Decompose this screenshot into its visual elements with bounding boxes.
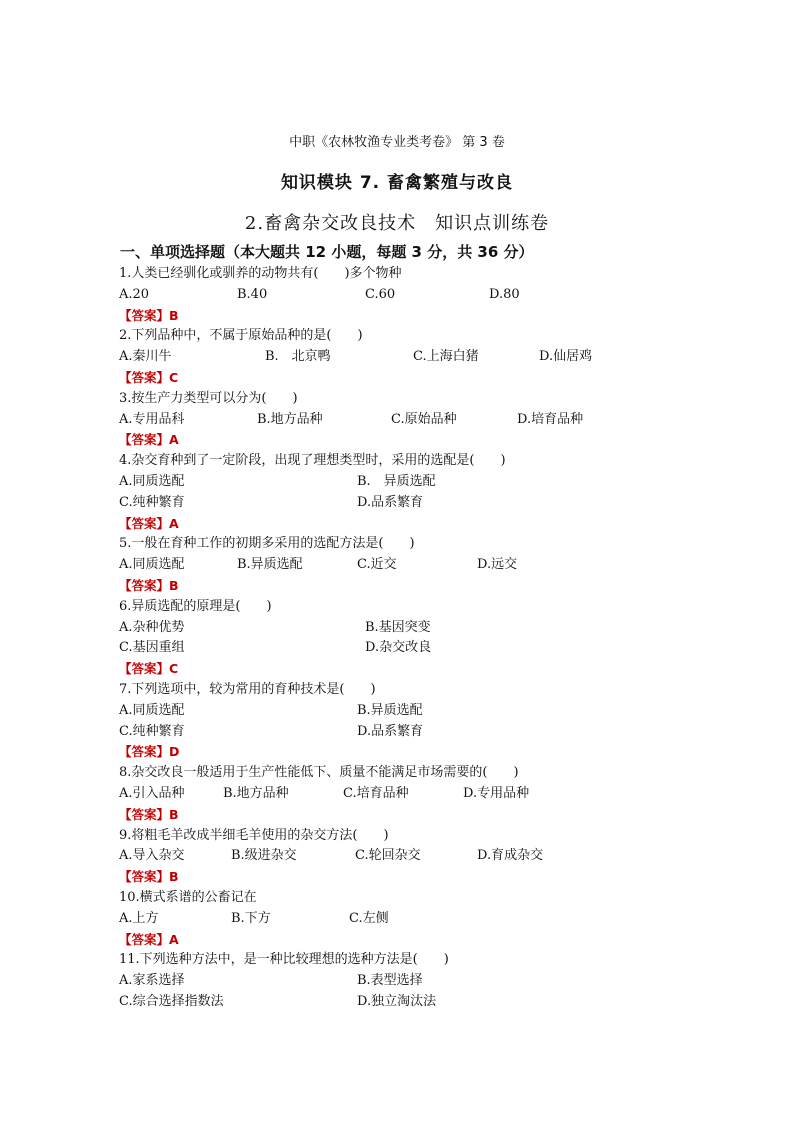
subject-header: 中职《农林牧渔专业类考卷》 第 3 卷 (289, 135, 505, 150)
option-row (119, 410, 679, 431)
answer-label: 【答案】 (119, 931, 170, 947)
question-3 (119, 389, 679, 451)
paper-title: 2.畜禽杂交改良技术 知识点训练卷 (244, 213, 550, 234)
question-stem: 8.杂交改良一般适用于生产性能低下、质量不能满足市场需要的( ) (119, 765, 519, 781)
option-a: A.家系选择 (119, 973, 185, 989)
option-c: C.近交 (357, 557, 397, 573)
question-stem: 6.异质选配的原理是( ) (119, 598, 272, 614)
question-stem: 4.杂交育种到了一定阶段，出现了理想类型时，采用的选配是( ) (119, 453, 506, 469)
answer-value: B (169, 577, 179, 593)
answer-value: B (169, 869, 179, 885)
option-b: B.40 (237, 286, 268, 302)
answer-line (119, 306, 679, 327)
question-2 (119, 326, 679, 388)
option-row (119, 638, 679, 659)
option-c: C.轮回杂交 (355, 848, 421, 864)
answer-label: 【答案】 (119, 869, 170, 885)
option-b: B. 北京鸭 (265, 349, 331, 365)
answer-value: A (169, 931, 179, 947)
question-11 (119, 950, 679, 1012)
option-d: D.80 (489, 286, 520, 302)
option-a: A.秦川牛 (119, 349, 172, 365)
option-a: A.引入品种 (119, 785, 185, 801)
answer-value: B (169, 806, 179, 822)
answer-label: 【答案】 (119, 806, 170, 822)
question-stem: 2.下列品种中，不属于原始品种的是( ) (119, 328, 363, 344)
section-title: 一、单项选择题（本大题共 12 小题，每题 3 分，共 36 分） (120, 243, 534, 261)
answer-value: A (169, 515, 179, 531)
question-9 (119, 826, 679, 888)
option-d: D.独立淘汰法 (357, 993, 437, 1009)
question-stem: 5.一般在育种工作的初期多采用的选配方法是( ) (119, 536, 415, 552)
option-a: A.同质选配 (119, 702, 185, 718)
answer-line (119, 368, 679, 389)
option-a: A.杂种优势 (119, 619, 185, 635)
question-stem: 7.下列选项中，较为常用的育种技术是( ) (119, 681, 376, 697)
option-a: A.同质选配 (119, 557, 185, 573)
option-b: B.级进杂交 (231, 848, 297, 864)
option-row (119, 701, 679, 722)
answer-label: 【答案】 (119, 307, 170, 323)
option-d: D.杂交改良 (365, 640, 432, 656)
option-row (119, 784, 679, 805)
option-row (119, 909, 679, 930)
option-row (119, 285, 679, 306)
question-stem: 11.下列选种方法中，是一种比较理想的选种方法是( ) (119, 952, 449, 968)
option-d: D.品系繁育 (357, 723, 424, 739)
option-row (119, 555, 679, 576)
answer-label: 【答案】 (119, 661, 170, 677)
option-c: C.原始品种 (391, 411, 457, 427)
option-b: B.下方 (231, 910, 271, 926)
option-c: C.基因重组 (119, 640, 185, 656)
answer-label: 【答案】 (119, 577, 170, 593)
question-8 (119, 763, 679, 825)
answer-line (119, 805, 679, 826)
question-7 (119, 680, 679, 763)
answer-value: C (169, 661, 179, 677)
option-c: C.纯种繁育 (119, 494, 185, 510)
option-b: B.异质选配 (357, 702, 423, 718)
option-b: B.表型选择 (357, 973, 423, 989)
option-row (119, 472, 679, 493)
option-a: A.导入杂交 (119, 848, 185, 864)
question-5 (119, 534, 679, 596)
option-row (119, 992, 679, 1013)
option-row (119, 493, 679, 514)
option-row (119, 846, 679, 867)
question-list (119, 264, 679, 1013)
option-b: B.基因突变 (365, 619, 431, 635)
question-stem: 9.将粗毛羊改成半细毛羊使用的杂交方法( ) (119, 827, 389, 843)
answer-label: 【答案】 (119, 369, 170, 385)
question-stem: 10.横式系谱的公畜记在 (119, 889, 257, 905)
option-a: A.20 (119, 286, 150, 302)
option-d: D.品系繁育 (357, 494, 424, 510)
option-row (119, 618, 679, 639)
answer-line (119, 659, 679, 680)
option-row (119, 722, 679, 743)
option-a: A.同质选配 (119, 473, 185, 489)
option-b: B.地方品种 (223, 785, 289, 801)
option-c: C.60 (365, 286, 396, 302)
question-1 (119, 264, 679, 326)
option-a: A.上方 (119, 910, 159, 926)
option-c: C.综合选择指数法 (119, 993, 224, 1009)
module-title: 知识模块 7. 畜禽繁殖与改良 (280, 173, 514, 193)
answer-value: B (169, 307, 179, 323)
question-10 (119, 888, 679, 950)
answer-value: C (169, 369, 179, 385)
answer-line (119, 514, 679, 535)
option-d: D.育成杂交 (477, 848, 544, 864)
answer-label: 【答案】 (119, 744, 170, 760)
answer-line (119, 742, 679, 763)
option-d: D.专用品种 (463, 785, 530, 801)
question-stem: 1.人类已经驯化或驯养的动物共有( )多个物种 (119, 266, 402, 281)
option-row (119, 971, 679, 992)
question-6 (119, 597, 679, 680)
answer-value: D (169, 744, 180, 760)
answer-line (119, 867, 679, 888)
option-a: A.专用品科 (119, 411, 185, 427)
answer-line (119, 430, 679, 451)
option-row (119, 347, 679, 368)
answer-value: A (169, 432, 179, 448)
option-b: B.地方品种 (257, 411, 323, 427)
answer-line (119, 576, 679, 597)
option-d: D.远交 (477, 557, 518, 573)
option-c: C.上海白猪 (413, 349, 479, 365)
option-d: D.培育品种 (517, 411, 584, 427)
option-b: B. 异质选配 (357, 473, 436, 489)
option-c: C.纯种繁育 (119, 723, 185, 739)
answer-label: 【答案】 (119, 432, 170, 448)
option-c: C.培育品种 (343, 785, 409, 801)
option-d: D.仙居鸡 (539, 349, 593, 365)
option-c: C.左侧 (349, 910, 389, 926)
question-stem: 3.按生产力类型可以分为( ) (119, 390, 298, 406)
answer-label: 【答案】 (119, 515, 170, 531)
answer-line (119, 930, 679, 951)
option-b: B.异质选配 (237, 557, 303, 573)
question-4 (119, 451, 679, 534)
